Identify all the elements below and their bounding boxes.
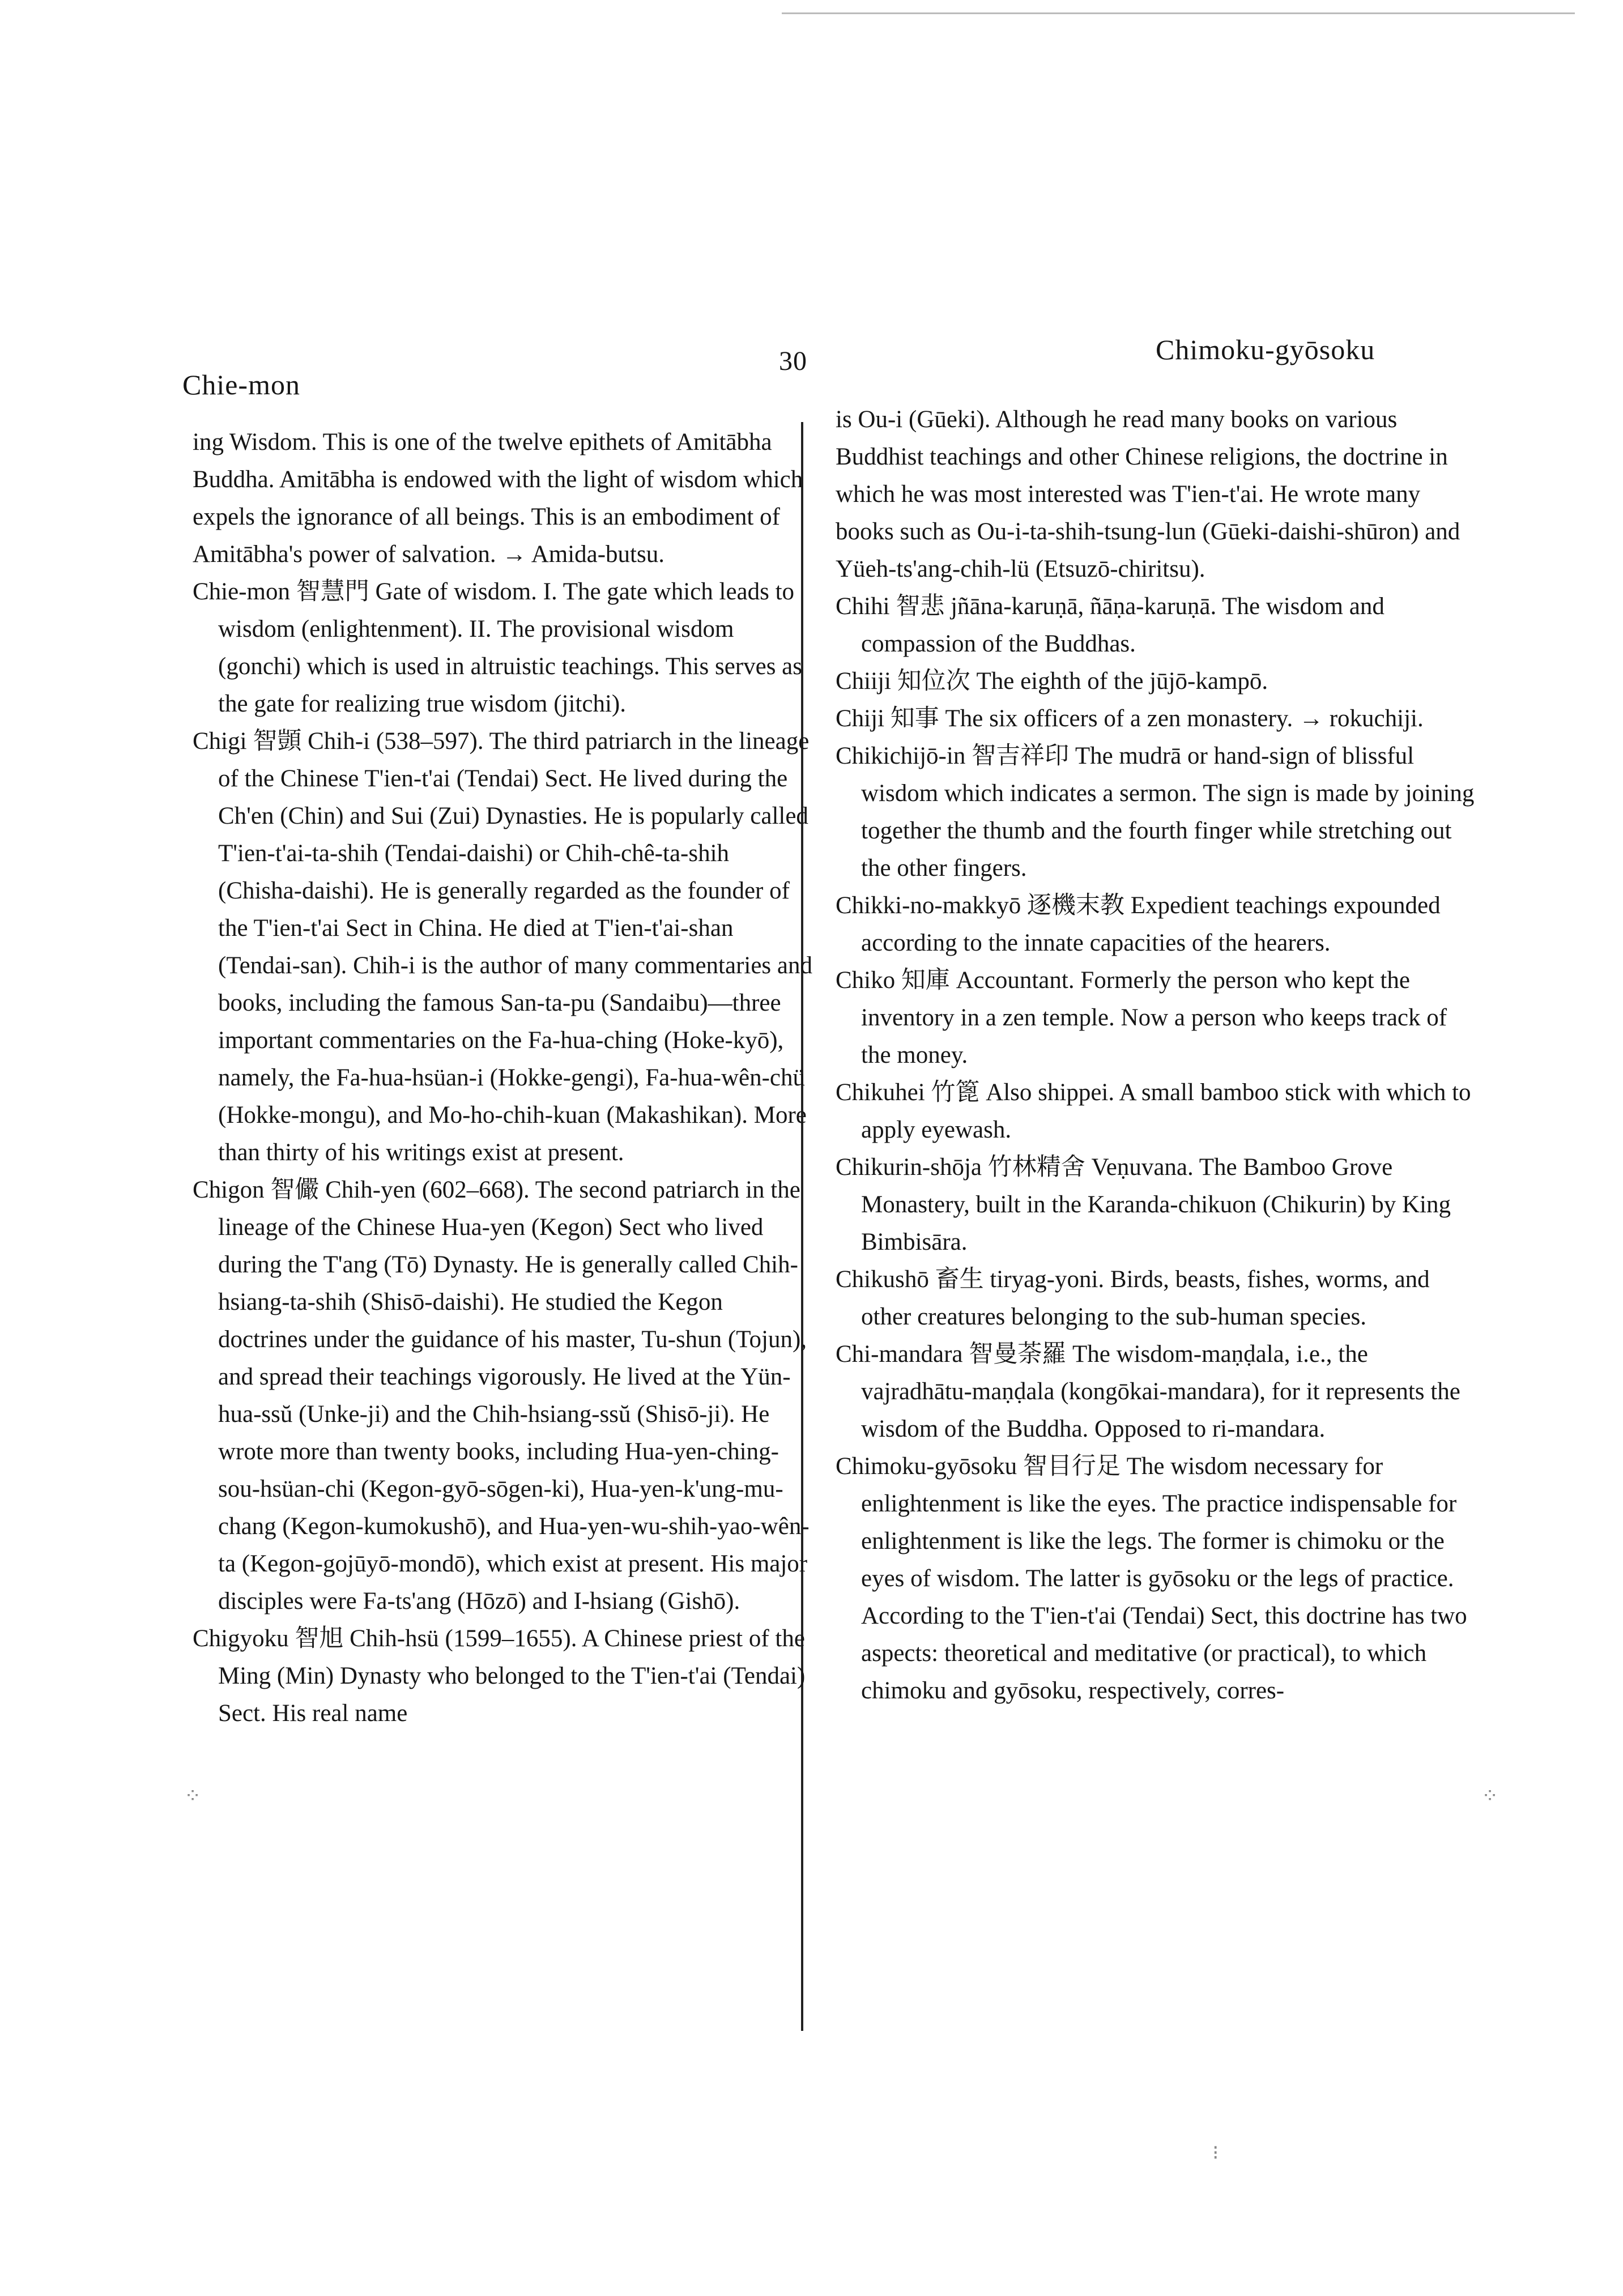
running-head-right: Chimoku-gyōsoku <box>1156 334 1375 365</box>
entry-chiiji: Chiiji 知位次 The eighth of the jūjō-kampō. <box>836 668 1268 695</box>
running-head-left: Chie-mon <box>182 369 300 401</box>
entry-continuation: is Ou-i (Gūeki). Although he read many books on various Buddhist teachings and other Chinese religions, the doctrine in which he was most interested was T'ien-t'ai. He wrote many books such as Ou-i-ta-shih-tsung-lun (Gūeki-daishi-shūron) and Yüeh-ts'ang-chih-lü (Etsuzō-chiritsu). <box>836 406 1460 582</box>
page-number: 30 <box>779 346 807 376</box>
entry-chikki-no-makkyo: Chikki-no-makkyō 逐機末教 Expedient teachings expounded according to the innate capacities of the hearers. <box>836 892 1441 956</box>
entry-chikuhei: Chikuhei 竹篦 Also shippei. A small bamboo stick with which to apply eyewash. <box>836 1079 1471 1143</box>
entry-chikichijo-in: Chikichijō-in 智吉祥印 The mudrā or hand-sign of blissful wisdom which indicates a sermon. The sign is made by joining together the thumb and the fourth finger while stretching out the other fingers. <box>836 743 1475 881</box>
scan-dots-bottom: ⁝ <box>1212 2141 1219 2165</box>
entry-continuation: ing Wisdom. This is one of the twelve epithets of Amitābha Buddha. Amitābha is endowed with the light of wisdom which expels the ignorance of all beings. This is an embodiment of Amitābha's power of salvation. → Amida-butsu. <box>193 429 803 568</box>
scan-edge-line <box>782 12 1575 14</box>
entry-chigi: Chigi 智顗 Chih-i (538–597). The third patriarch in the lineage of the Chinese T'ien-t'ai (Tendai) Sect. He lived during the Ch'en (Chin) and Sui (Zui) Dynasties. He is popularly called T'ien-t'ai-ta-shih (Tendai-daishi) or Chih-chê-ta-shih (Chisha-daishi). He is generally regarded as the founder of the T'ien-t'ai Sect in China. He died at T'ien-t'ai-shan (Tendai-san). Chih-i is the author of many commentaries and books, including the famous San-ta-pu (Sandaibu)—three important commentaries on the Fa-hua-ching (Hoke-kyō), namely, the Fa-hua-hsüan-i (Hokke-gengi), Fa-hua-wên-chü (Hokke-mongu), and Mo-ho-chih-kuan (Makashikan). More than thirty of his writings exist at present. <box>193 728 812 1166</box>
entry-chie-mon: Chie-mon 智慧門 Gate of wisdom. I. The gate which leads to wisdom (enlightenment). II. The provisional wisdom (gonchi) which is used in altruistic teachings. This serves as the gate for realizing true wisdom (jitchi). <box>193 578 802 717</box>
entry-chikurin-shoja: Chikurin-shōja 竹林精舍 Veṇuvana. The Bamboo Grove Monastery, built in the Karanda-chikuon (Chikurin) by King Bimbisāra. <box>836 1154 1451 1255</box>
entry-chihi: Chihi 智悲 jñāna-karuṇā, ñāṇa-karuṇā. The wisdom and compassion of the Buddhas. <box>836 593 1385 657</box>
entry-chi-mandara: Chi-mandara 智曼荼羅 The wisdom-maṇḍala, i.e., the vajradhātu-maṇḍala (kongōkai-mandara), for it represents the wisdom of the Buddha. Opposed to ri-mandara. <box>836 1341 1460 1442</box>
entry-chigon: Chigon 智儼 Chih-yen (602–668). The second patriarch in the lineage of the Chinese Hua-yen (Kegon) Sect who lived during the T'ang (Tō) Dynasty. He is generally called Chih-hsiang-ta-shih (Shisō-daishi). He studied the Kegon doctrines under the guidance of his master, Tu-shun (Tojun), and spread their teachings vigorously. He lived at the Yün-hua-ssŭ (Unke-ji) and the Chih-hsiang-ssŭ (Shisō-ji). He wrote more than twenty books, including Hua-yen-ching-sou-hsüan-chi (Kegon-gyō-sōgen-ki), Hua-yen-k'ung-mu-chang (Kegon-kumokushō), and Hua-yen-wu-shih-yao-wên-ta (Kegon-gojūyō-mondō), which exist at present. His major disciples were Fa-ts'ang (Hōzō) and I-hsiang (Gishō). <box>193 1177 810 1615</box>
entry-chiji: Chiji 知事 The six officers of a zen monastery. → rokuchiji. <box>836 705 1424 732</box>
left-column <box>193 424 813 1732</box>
scan-smudge-left: ⁘ <box>184 1784 202 1808</box>
entry-chigyoku: Chigyoku 智旭 Chih-hsü (1599–1655). A Chinese priest of the Ming (Min) Dynasty who belonged to the T'ien-t'ai (Tendai) Sect. His real name <box>193 1625 806 1727</box>
scan-smudge-right: ⁘ <box>1481 1784 1499 1808</box>
right-column <box>836 401 1476 1710</box>
entry-chikusho: Chikushō 畜生 tiryag-yoni. Birds, beasts, fishes, worms, and other creatures belonging to the sub-human species. <box>836 1266 1430 1330</box>
entry-chimoku-gyosoku: Chimoku-gyōsoku 智目行足 The wisdom necessary for enlightenment is like the eyes. The practice indispensable for enlightenment is like the legs. The former is chimoku or the eyes of wisdom. The latter is gyōsoku or the legs of practice. According to the T'ien-t'ai (Tendai) Sect, this doctrine has two aspects: theoretical and meditative (or practical), to which chimoku and gyōsoku, respectively, corres- <box>836 1453 1467 1704</box>
entry-chiko: Chiko 知庫 Accountant. Formerly the person who kept the inventory in a zen temple. Now a person who keeps track of the money. <box>836 967 1447 1068</box>
